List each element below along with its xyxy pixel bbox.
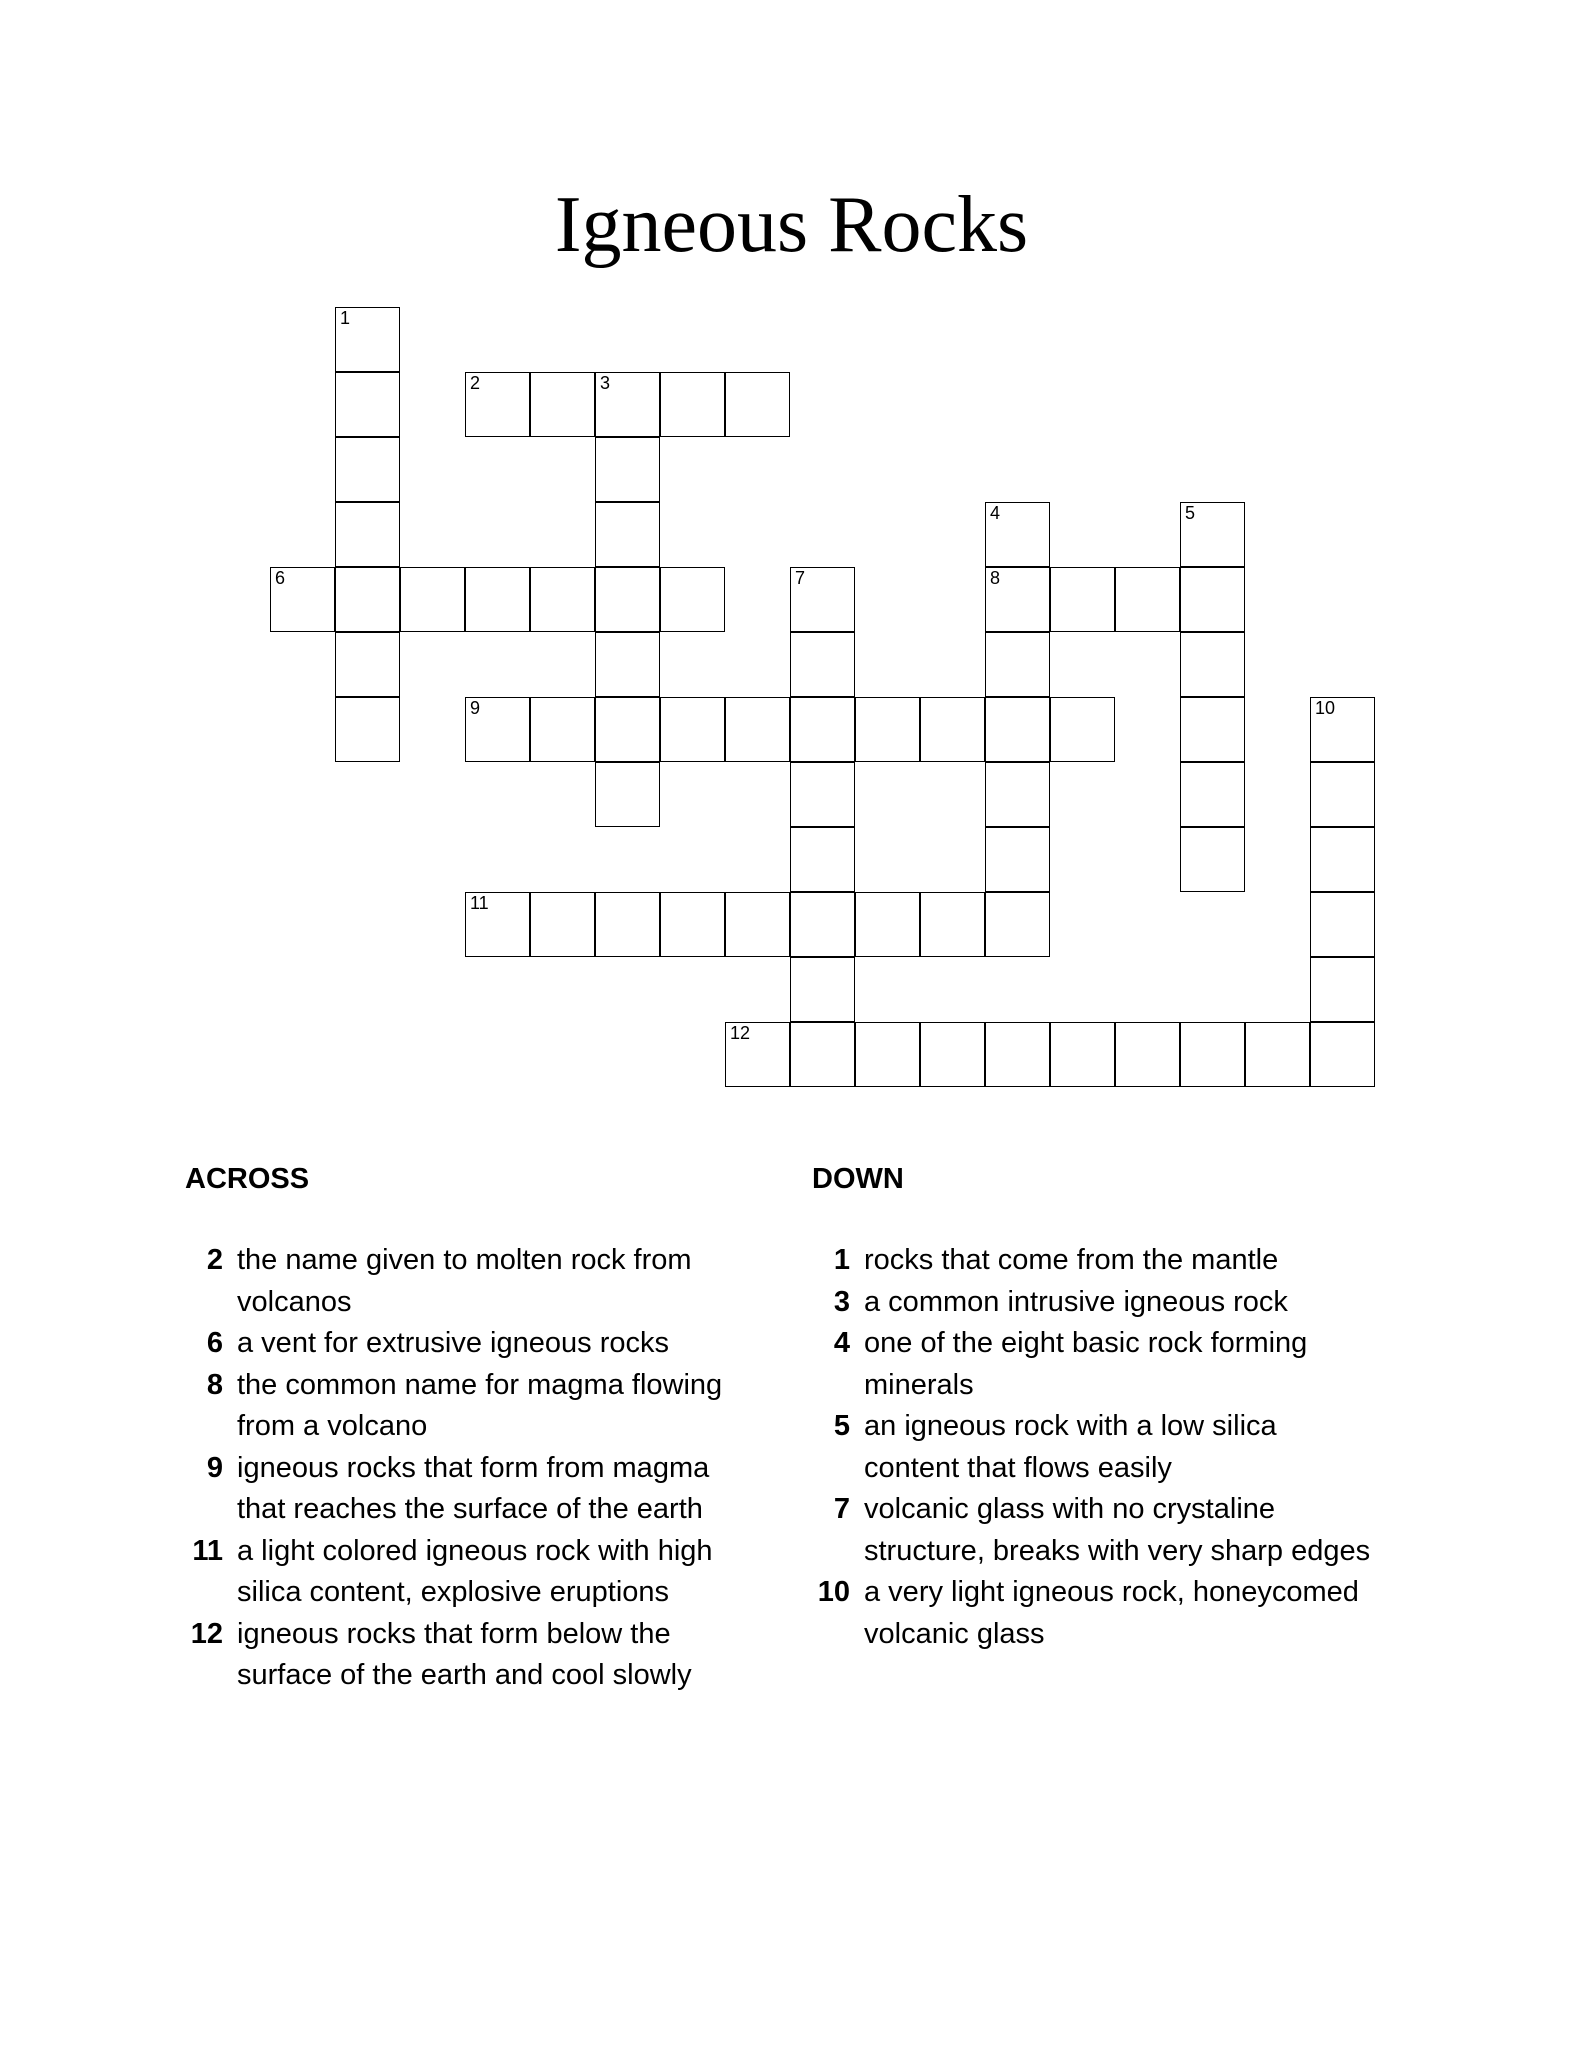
grid-cell — [530, 697, 595, 762]
clue-text: igneous rocks that form from magma that reaches the surface of the earth — [237, 1451, 710, 1525]
cell-number: 11 — [470, 893, 489, 913]
clue-text: an igneous rock with a low silica content that flows easily — [864, 1410, 1277, 1484]
grid-cell — [855, 1022, 920, 1087]
grid-cell — [725, 372, 790, 437]
down-clues — [812, 1163, 1372, 1655]
grid-cell — [335, 307, 400, 372]
clue-down-7 — [812, 1489, 1372, 1572]
grid-cell — [1115, 1022, 1180, 1087]
clue-text: igneous rocks that form below the surface of the earth and cool slowly — [237, 1617, 692, 1691]
grid-cell — [270, 567, 335, 632]
clue-down-5 — [812, 1406, 1372, 1489]
clue-number: 7 — [833, 1493, 850, 1525]
grid-cell — [465, 567, 530, 632]
clue-number: 4 — [833, 1327, 850, 1359]
grid-cell — [985, 1022, 1050, 1087]
cell-number: 8 — [990, 568, 1001, 588]
cell-number: 10 — [1315, 698, 1336, 718]
grid-cell — [855, 697, 920, 762]
clue-across-9 — [185, 1448, 760, 1531]
cell-number: 2 — [470, 373, 481, 393]
grid-cell — [985, 762, 1050, 827]
grid-cell — [595, 372, 660, 437]
grid-cell — [660, 372, 725, 437]
grid-cell — [920, 1022, 985, 1087]
grid-cell — [985, 632, 1050, 697]
grid-cell — [335, 502, 400, 567]
grid-cell — [790, 697, 855, 762]
clue-across-12 — [185, 1614, 760, 1697]
grid-cell — [1050, 697, 1115, 762]
grid-cell — [335, 372, 400, 437]
grid-cell — [1050, 1022, 1115, 1087]
grid-cell — [790, 1022, 855, 1087]
clue-number: 1 — [833, 1244, 850, 1276]
cell-number: 3 — [600, 373, 611, 393]
grid-cell — [595, 437, 660, 502]
grid-cell — [1180, 567, 1245, 632]
grid-cell — [465, 892, 530, 957]
cell-number: 5 — [1185, 503, 1196, 523]
clue-number: 2 — [206, 1244, 223, 1276]
grid-cell — [660, 892, 725, 957]
clue-number: 12 — [190, 1617, 223, 1650]
grid-cell — [465, 372, 530, 437]
grid-cell — [725, 1022, 790, 1087]
clue-text: a very light igneous rock, honeycomed volcanic glass — [864, 1576, 1359, 1650]
grid-cell — [985, 892, 1050, 957]
grid-cell — [725, 697, 790, 762]
grid-cell — [530, 567, 595, 632]
grid-cell — [595, 892, 660, 957]
grid-cell — [660, 567, 725, 632]
grid-cell — [790, 632, 855, 697]
grid-cell — [1310, 827, 1375, 892]
clue-across-2 — [185, 1240, 760, 1323]
cell-number: 1 — [340, 308, 351, 328]
grid-cell — [530, 892, 595, 957]
grid-cell — [1050, 567, 1115, 632]
clue-text: a common intrusive igneous rock — [864, 1285, 1288, 1318]
cell-number: 4 — [990, 503, 1001, 523]
grid-cell — [1310, 762, 1375, 827]
grid-cell — [725, 892, 790, 957]
grid-cell — [985, 827, 1050, 892]
clue-across-8 — [185, 1365, 760, 1448]
clue-number: 8 — [206, 1368, 223, 1401]
grid-cell — [790, 762, 855, 827]
grid-cell — [985, 697, 1050, 762]
grid-cell — [1310, 957, 1375, 1022]
clue-down-3 — [812, 1282, 1372, 1324]
grid-cell — [335, 632, 400, 697]
clue-number: 3 — [833, 1285, 850, 1318]
grid-cell — [920, 697, 985, 762]
grid-cell — [595, 697, 660, 762]
grid-cell — [595, 632, 660, 697]
grid-cell — [595, 567, 660, 632]
clue-text: a vent for extrusive igneous rocks — [237, 1327, 669, 1359]
grid-cell — [790, 567, 855, 632]
grid-cell — [335, 567, 400, 632]
clue-text: the common name for magma flowing from a volcano — [237, 1368, 723, 1442]
grid-cell — [595, 502, 660, 567]
clue-number: 6 — [206, 1327, 223, 1359]
grid-cell — [660, 697, 725, 762]
grid-cell — [595, 762, 660, 827]
grid-cell — [1115, 567, 1180, 632]
clue-number: 11 — [192, 1534, 223, 1567]
grid-cell — [985, 502, 1050, 567]
across-clues — [185, 1163, 760, 1697]
grid-cell — [985, 567, 1050, 632]
cell-number: 9 — [470, 698, 481, 718]
grid-cell — [530, 372, 595, 437]
grid-cell — [1180, 632, 1245, 697]
grid-cell — [1180, 502, 1245, 567]
cell-number: 7 — [795, 568, 806, 588]
grid-cell — [855, 892, 920, 957]
grid-cell — [1180, 1022, 1245, 1087]
clue-number: 5 — [833, 1410, 850, 1442]
clue-number: 10 — [817, 1576, 850, 1608]
clue-text: a light colored igneous rock with high silica content, explosive eruptions — [237, 1534, 713, 1608]
grid-cell — [1310, 892, 1375, 957]
clue-across-6 — [185, 1323, 760, 1365]
grid-cell — [1180, 827, 1245, 892]
grid-cell — [1310, 1022, 1375, 1087]
clue-text: the name given to molten rock from volcanos — [237, 1244, 692, 1318]
grid-cell — [790, 892, 855, 957]
down-heading: DOWN — [812, 1163, 904, 1195]
grid-cell — [1310, 697, 1375, 762]
grid-cell — [1245, 1022, 1310, 1087]
clue-text: rocks that come from the mantle — [864, 1244, 1279, 1276]
grid-cell — [335, 697, 400, 762]
clue-down-10 — [812, 1572, 1372, 1655]
grid-cell — [790, 957, 855, 1022]
across-heading: ACROSS — [185, 1163, 310, 1195]
grid-cell — [790, 827, 855, 892]
clue-number: 9 — [206, 1451, 223, 1484]
grid-cell — [400, 567, 465, 632]
cell-number: 12 — [730, 1023, 751, 1043]
grid-cell — [1180, 697, 1245, 762]
cell-number: 6 — [275, 568, 286, 588]
clue-across-11 — [185, 1531, 760, 1614]
grid-cell — [920, 892, 985, 957]
grid-cell — [465, 697, 530, 762]
grid-cell — [335, 437, 400, 502]
clue-text: volcanic glass with no crystaline structure, breaks with very sharp edges — [864, 1493, 1371, 1567]
clue-text: one of the eight basic rock forming minerals — [864, 1327, 1308, 1401]
clue-down-1 — [812, 1240, 1372, 1282]
page-title: Igneous Rocks — [554, 181, 1029, 269]
clue-down-4 — [812, 1323, 1372, 1406]
grid-cell — [1180, 762, 1245, 827]
